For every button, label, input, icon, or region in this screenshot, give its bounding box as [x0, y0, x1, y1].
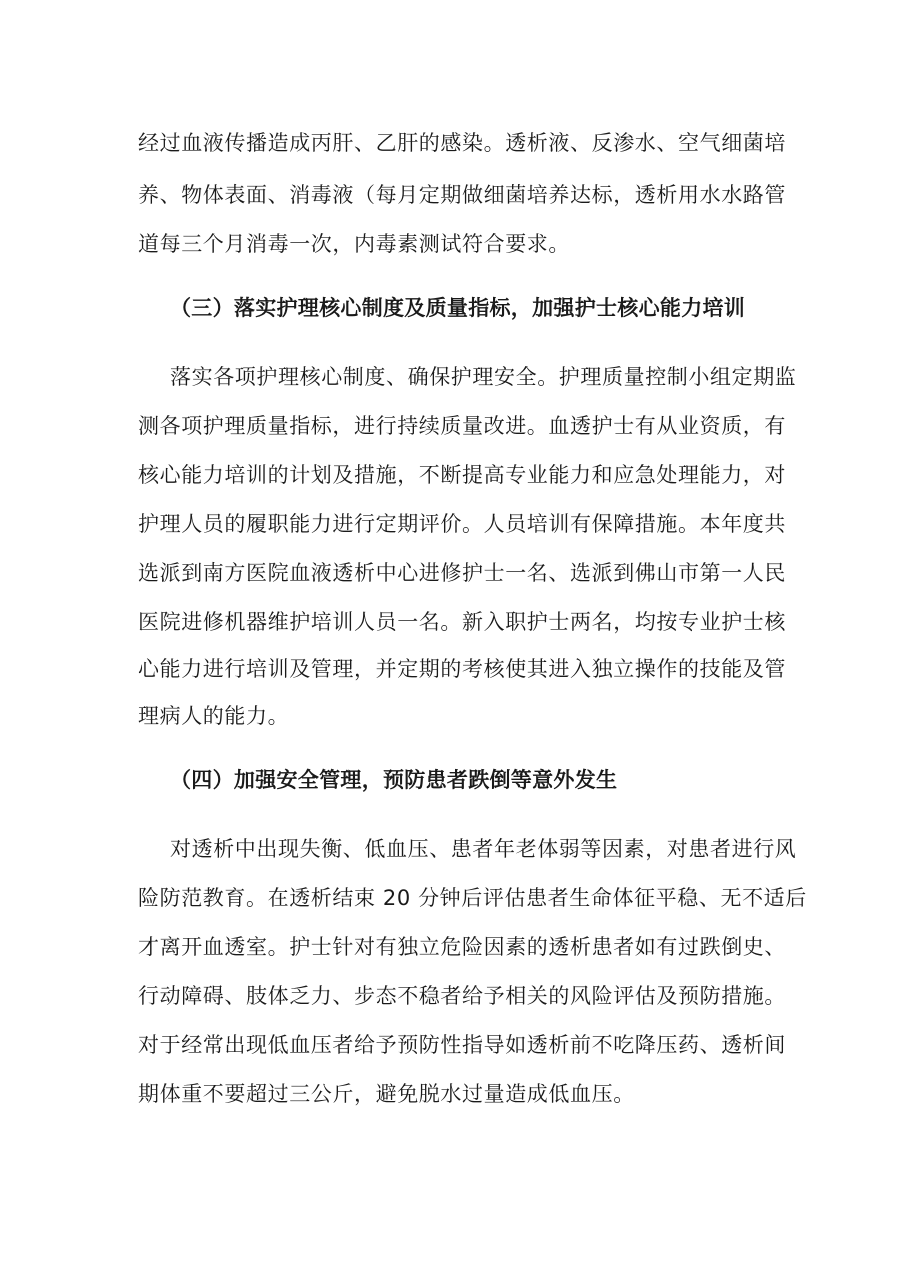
paragraph-3-line-3: 才离开血透室。护士针对有独立危险因素的透析患者如有过跌倒史、	[138, 935, 786, 959]
paragraph-1-line-2: 养、物体表面、消毒液（每月定期做细菌培养达标，透析用水水路管	[138, 183, 786, 207]
paragraph-3-line-5: 对于经常出现低血压者给予预防性指导如透析前不吃降压药、透析间	[138, 1033, 786, 1057]
paragraph-1-line-1: 经过血液传播造成丙肝、乙肝的感染。透析液、反渗水、空气细菌培	[138, 131, 786, 155]
paragraph-2-line-7: 心能力进行培训及管理，并定期的考核使其进入独立操作的技能及管	[138, 657, 786, 681]
paragraph-2-line-4: 护理人员的履职能力进行定期评价。人员培训有保障措施。本年度共	[138, 512, 786, 536]
section-heading-3: （三）落实护理核心制度及质量指标，加强护士核心能力培训	[170, 296, 746, 320]
paragraph-1-line-3: 道每三个月消毒一次，内毒素测试符合要求。	[138, 232, 570, 256]
paragraph-2-line-3: 核心能力培训的计划及措施，不断提高专业能力和应急处理能力，对	[138, 463, 786, 487]
section-heading-4: （四）加强安全管理，预防患者跌倒等意外发生	[170, 768, 618, 792]
paragraph-2-line-1: 落实各项护理核心制度、确保护理安全。护理质量控制小组定期监	[170, 365, 797, 389]
paragraph-3-line-1: 对透析中出现失衡、低血压、患者年老体弱等因素，对患者进行风	[170, 837, 797, 861]
paragraph-3-line-2: 险防范教育。在透析结束 20 分钟后评估患者生命体征平稳、无不适后	[138, 886, 807, 910]
paragraph-3-line-6: 期体重不要超过三公斤，避免脱水过量造成低血压。	[138, 1082, 635, 1106]
paragraph-2-line-8: 理病人的能力。	[138, 704, 290, 728]
paragraph-2-line-6: 医院进修机器维护培训人员一名。新入职护士两名，均按专业护士核	[138, 610, 786, 634]
paragraph-3-line-4: 行动障碍、肢体乏力、步态不稳者给予相关的风险评估及预防措施。	[138, 984, 786, 1008]
paragraph-2-line-5: 选派到南方医院血液透析中心进修护士一名、选派到佛山市第一人民	[138, 561, 786, 585]
paragraph-2-line-2: 测各项护理质量指标，进行持续质量改进。血透护士有从业资质，有	[138, 414, 786, 438]
